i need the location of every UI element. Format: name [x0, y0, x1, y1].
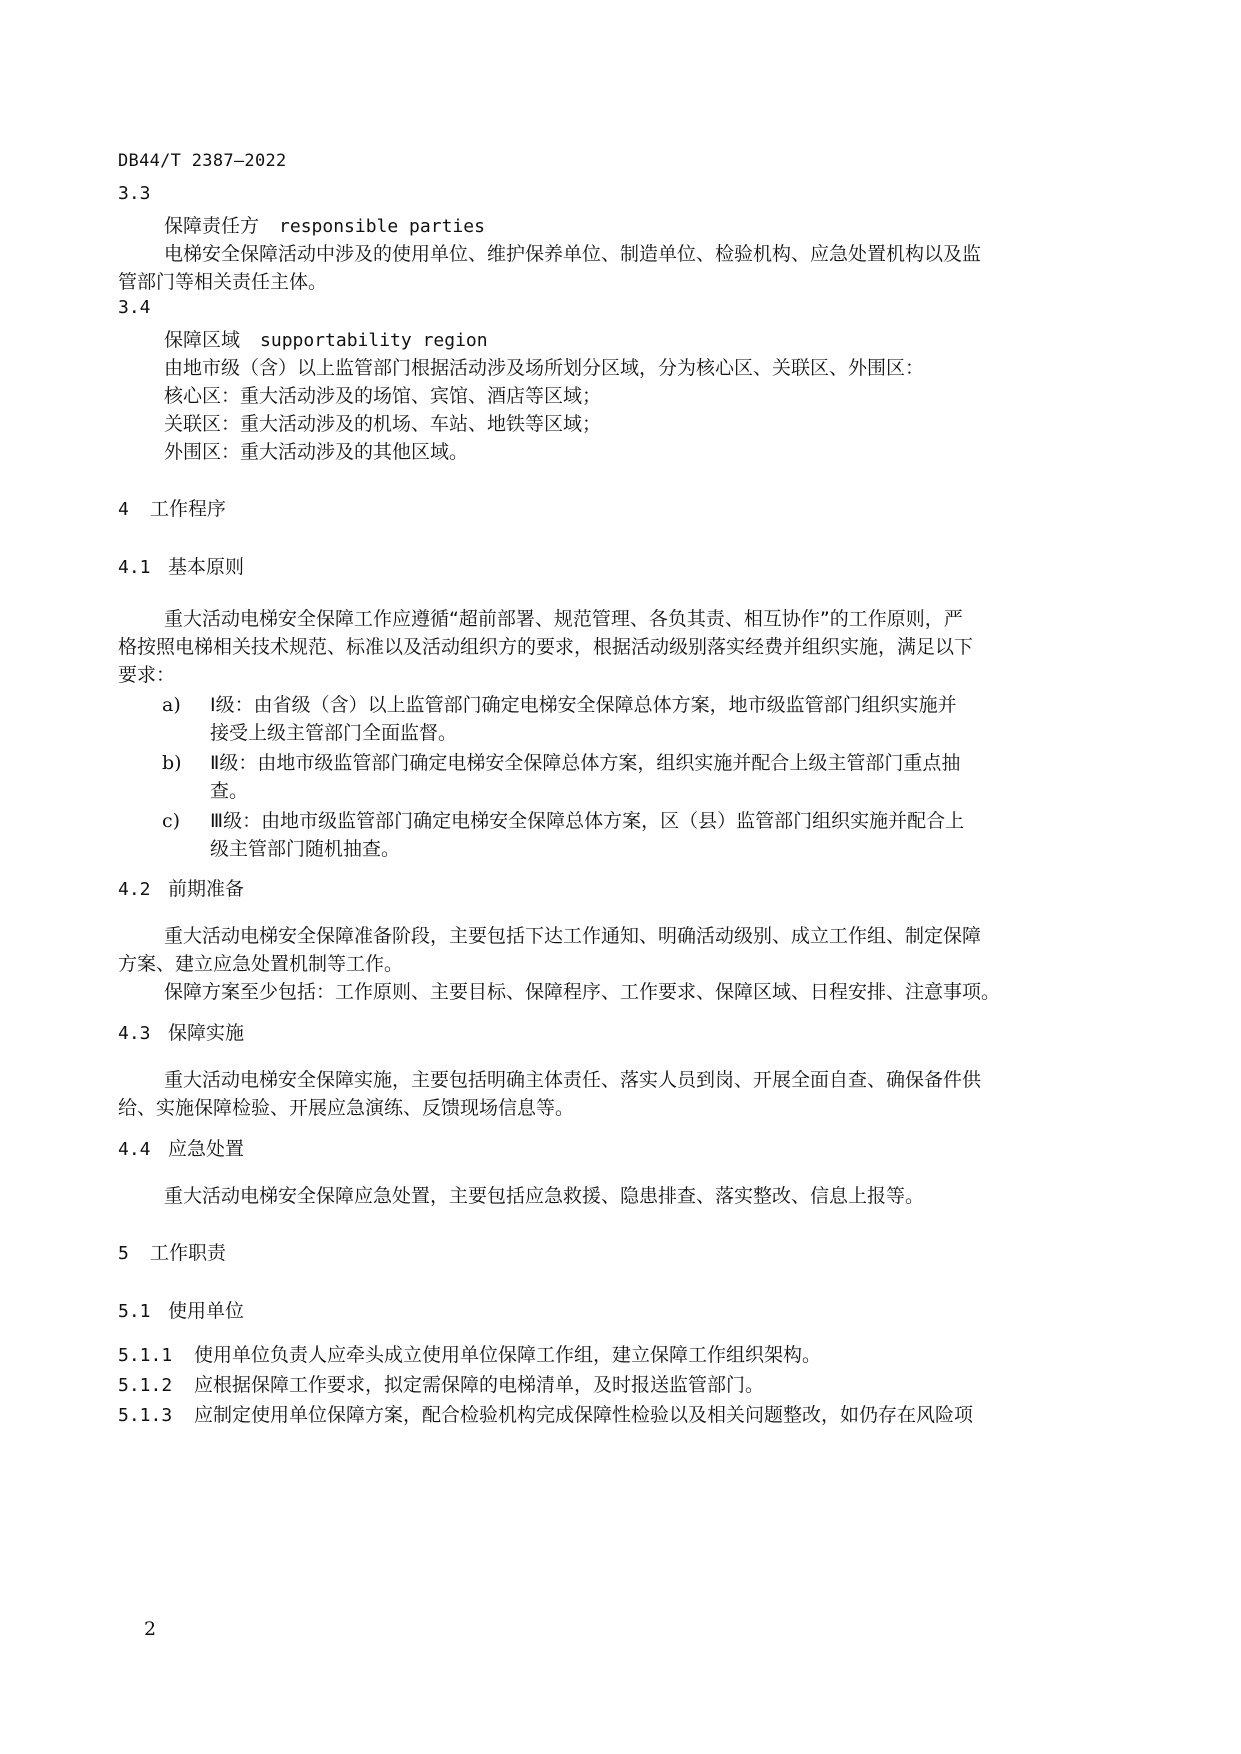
section-number: 5.1: [118, 1301, 151, 1322]
section-number: 4.3: [118, 1023, 151, 1044]
definition-line: 外围区：重大活动涉及的其他区域。: [164, 441, 469, 463]
section-heading-5-1: [118, 1296, 244, 1323]
definition-line: 由地市级（含）以上监管部门根据活动涉及场所划分区域，分为核心区、关联区、外围区：: [164, 357, 925, 379]
section-heading-4-2: [118, 874, 244, 901]
paragraph-line: 重大活动电梯安全保障准备阶段，主要包括下达工作通知、明确活动级别、成立工作组、制定保障: [164, 925, 982, 947]
section-heading-5: [118, 1238, 226, 1265]
paragraph-line: 重大活动电梯安全保障实施，主要包括明确主体责任、落实人员到岗、开展全面自查、确保备件供: [164, 1069, 982, 1091]
clause-5-1-1: [118, 1340, 821, 1367]
paragraph-line: 重大活动电梯安全保障工作应遵循“超前部署、规范管理、各负其责、相互协作”的工作原则，严: [164, 608, 963, 630]
clause-5-1-2: [118, 1370, 764, 1397]
term-responsible-parties: [164, 211, 485, 238]
term-zh: 保障责任方: [164, 215, 260, 237]
section-heading-4-1: [118, 552, 244, 579]
term-en: supportability region: [260, 330, 488, 351]
standard-code: DB44/T 2387—2022: [118, 151, 287, 171]
page-number: 2: [144, 1618, 157, 1640]
list-text: Ⅲ级：由地市级监管部门确定电梯安全保障总体方案，区（县）监管部门组织实施并配合上: [210, 810, 965, 832]
section-title: 使用单位: [168, 1300, 245, 1322]
section-number: 4.1: [118, 557, 151, 578]
clause-number: 5.1.2: [118, 1375, 173, 1396]
paragraph-line: 方案、建立应急处置机制等工作。: [118, 953, 404, 975]
list-text: Ⅰ级：由省级（含）以上监管部门确定电梯安全保障总体方案，地市级监管部门组织实施并: [210, 694, 957, 716]
term-en: responsible parties: [279, 216, 485, 237]
section-heading-4-3: [118, 1018, 244, 1045]
clause-number-3-3: 3.3: [118, 183, 151, 204]
clause-text: 应根据保障工作要求，拟定需保障的电梯清单，及时报送监管部门。: [194, 1374, 765, 1396]
list-label: b): [162, 752, 182, 774]
section-number: 5: [118, 1243, 129, 1264]
section-title: 保障实施: [168, 1022, 245, 1044]
paragraph-line: 保障方案至少包括：工作原则、主要目标、保障程序、工作要求、保障区域、日程安排、注意事项。: [164, 981, 1001, 1003]
list-label: c): [162, 810, 181, 832]
paragraph-line: 要求：: [118, 664, 176, 686]
section-heading-4-4: [118, 1134, 244, 1161]
paragraph-line: 重大活动电梯安全保障应急处置，主要包括应急救援、隐患排查、落实整改、信息上报等。: [164, 1185, 925, 1207]
section-title: 工作职责: [150, 1242, 227, 1264]
paragraph-line: 格按照电梯相关技术规范、标准以及活动组织方的要求，根据活动级别落实经费并组织实施，满足以下: [118, 636, 974, 658]
definition-line: 电梯安全保障活动中涉及的使用单位、维护保养单位、制造单位、检验机构、应急处置机构以及监: [164, 243, 982, 265]
section-number: 4.2: [118, 879, 151, 900]
list-text: Ⅱ级：由地市级监管部门确定电梯安全保障总体方案，组织实施并配合上级主管部门重点抽: [210, 752, 961, 774]
definition-line: 核心区：重大活动涉及的场馆、宾馆、酒店等区域；: [164, 385, 602, 407]
term-zh: 保障区域: [164, 329, 241, 351]
section-title: 应急处置: [168, 1138, 245, 1160]
section-title: 工作程序: [150, 498, 227, 520]
clause-5-1-3: [118, 1400, 973, 1427]
paragraph-line: 给、实施保障检验、开展应急演练、反馈现场信息等。: [118, 1097, 575, 1119]
clause-number: 5.1.1: [118, 1345, 173, 1366]
list-item-b-cont: 查。: [210, 780, 249, 802]
definition-line: 关联区：重大活动涉及的机场、车站、地铁等区域；: [164, 413, 602, 435]
list-item-b: [162, 748, 960, 775]
list-item-a-cont: 接受上级主管部门全面监督。: [210, 722, 458, 744]
clause-number-3-4: 3.4: [118, 297, 151, 318]
section-number: 4.4: [118, 1139, 151, 1160]
term-supportability-region: [164, 325, 488, 352]
section-title: 前期准备: [168, 878, 245, 900]
definition-line: 管部门等相关责任主体。: [118, 271, 328, 293]
list-item-a: [162, 690, 957, 717]
list-item-c-cont: 级主管部门随机抽查。: [210, 838, 401, 860]
clause-number: 5.1.3: [118, 1405, 173, 1426]
section-heading-4: [118, 494, 226, 521]
clause-text: 应制定使用单位保障方案，配合检验机构完成保障性检验以及相关问题整改，如仍存在风险项: [194, 1404, 974, 1426]
list-item-c: [162, 806, 964, 833]
section-number: 4: [118, 499, 129, 520]
section-title: 基本原则: [168, 556, 245, 578]
clause-text: 使用单位负责人应牵头成立使用单位保障工作组，建立保障工作组织架构。: [194, 1344, 822, 1366]
list-label: a): [162, 694, 181, 716]
